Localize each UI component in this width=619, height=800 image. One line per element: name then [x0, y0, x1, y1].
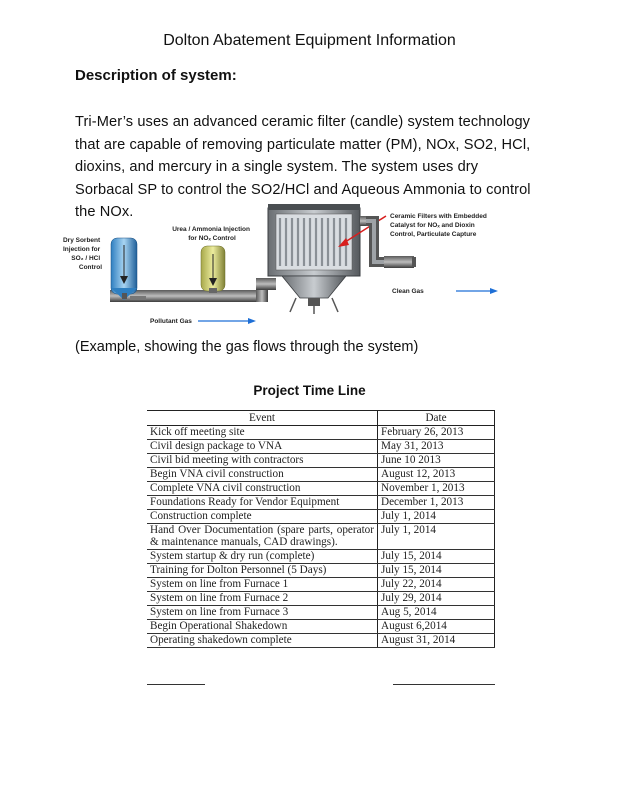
timeline-body [147, 426, 495, 648]
event-cell: Civil bid meeting with contractors [147, 454, 378, 468]
description-paragraph: Tri-Mer’s uses an advanced ceramic filter (candle) system technology that are capable of removing particulate matter (PM), NOx, SO2, HCl, dioxins, and mercury in a single system. The system uses dry Sorbacal SP to control the SO2/HCl and Aqueous Ammonia to control the NOx. [75, 114, 531, 221]
description-heading: Description of system: [75, 67, 237, 84]
event-cell: Civil design package to VNA [147, 440, 378, 454]
table-row [147, 426, 495, 440]
event-cell: System startup & dry run (complete) [147, 550, 378, 564]
table-row [147, 634, 495, 648]
table-row [147, 454, 495, 468]
underline-right [393, 684, 495, 685]
table-row [147, 524, 495, 550]
table-row [147, 496, 495, 510]
date-column-header: Date [378, 411, 495, 426]
event-cell: System on line from Furnace 1 [147, 578, 378, 592]
event-cell: Operating shakedown complete [147, 634, 378, 648]
date-cell: Aug 5, 2014 [378, 606, 495, 620]
date-cell: August 31, 2014 [378, 634, 495, 648]
event-cell: Complete VNA civil construction [147, 482, 378, 496]
event-cell: Foundations Ready for Vendor Equipment [147, 496, 378, 510]
date-cell: July 22, 2014 [378, 578, 495, 592]
date-cell: July 1, 2014 [378, 510, 495, 524]
table-row [147, 578, 495, 592]
timeline-title: Project Time Line [253, 383, 366, 398]
system-flow-diagram [62, 200, 530, 330]
urea-label: Urea / Ammonia Injection for NOₓ Control [172, 226, 250, 242]
date-cell: February 26, 2013 [378, 426, 495, 440]
date-cell: June 10 2013 [378, 454, 495, 468]
dry-sorbent-label: Dry Sorbent Injection for SO₂ / HCl Control [62, 237, 102, 271]
table-row [147, 468, 495, 482]
timeline-table [147, 410, 495, 648]
table-row [147, 564, 495, 578]
date-cell: July 1, 2014 [378, 524, 495, 550]
event-column-header: Event [147, 411, 378, 426]
event-cell: Begin Operational Shakedown [147, 620, 378, 634]
date-cell: December 1, 2013 [378, 496, 495, 510]
timeline-header-row [147, 411, 495, 426]
date-cell: July 15, 2014 [378, 550, 495, 564]
date-cell: November 1, 2013 [378, 482, 495, 496]
diagram-caption: (Example, showing the gas flows through the system) [75, 339, 419, 355]
document-title: Dolton Abatement Equipment Information [163, 32, 456, 49]
date-cell: August 12, 2013 [378, 468, 495, 482]
event-cell: Construction complete [147, 510, 378, 524]
table-row [147, 510, 495, 524]
event-cell: Hand Over Documentation (spare parts, operator & maintenance manuals, CAD drawings). [147, 524, 378, 550]
underline-left [147, 684, 205, 685]
table-row [147, 620, 495, 634]
pollutant-gas-label: Pollutant Gas [150, 318, 192, 325]
event-cell: System on line from Furnace 2 [147, 592, 378, 606]
date-cell: July 15, 2014 [378, 564, 495, 578]
table-row [147, 440, 495, 454]
ceramic-filters-label: Ceramic Filters with Embedded Catalyst for NOₓ and Dioxin Control, Particulate Capture [390, 213, 487, 238]
table-row [147, 606, 495, 620]
event-cell: System on line from Furnace 3 [147, 606, 378, 620]
clean-gas-duct [384, 256, 414, 268]
date-cell: August 6,2014 [378, 620, 495, 634]
table-row [147, 592, 495, 606]
date-cell: May 31, 2013 [378, 440, 495, 454]
event-cell: Kick off meeting site [147, 426, 378, 440]
event-cell: Begin VNA civil construction [147, 468, 378, 482]
duct-to-vessel [256, 278, 276, 290]
table-row [147, 550, 495, 564]
table-row [147, 482, 495, 496]
date-cell: July 29, 2014 [378, 592, 495, 606]
event-cell: Training for Dolton Personnel (5 Days) [147, 564, 378, 578]
clean-gas-label: Clean Gas [392, 288, 424, 295]
